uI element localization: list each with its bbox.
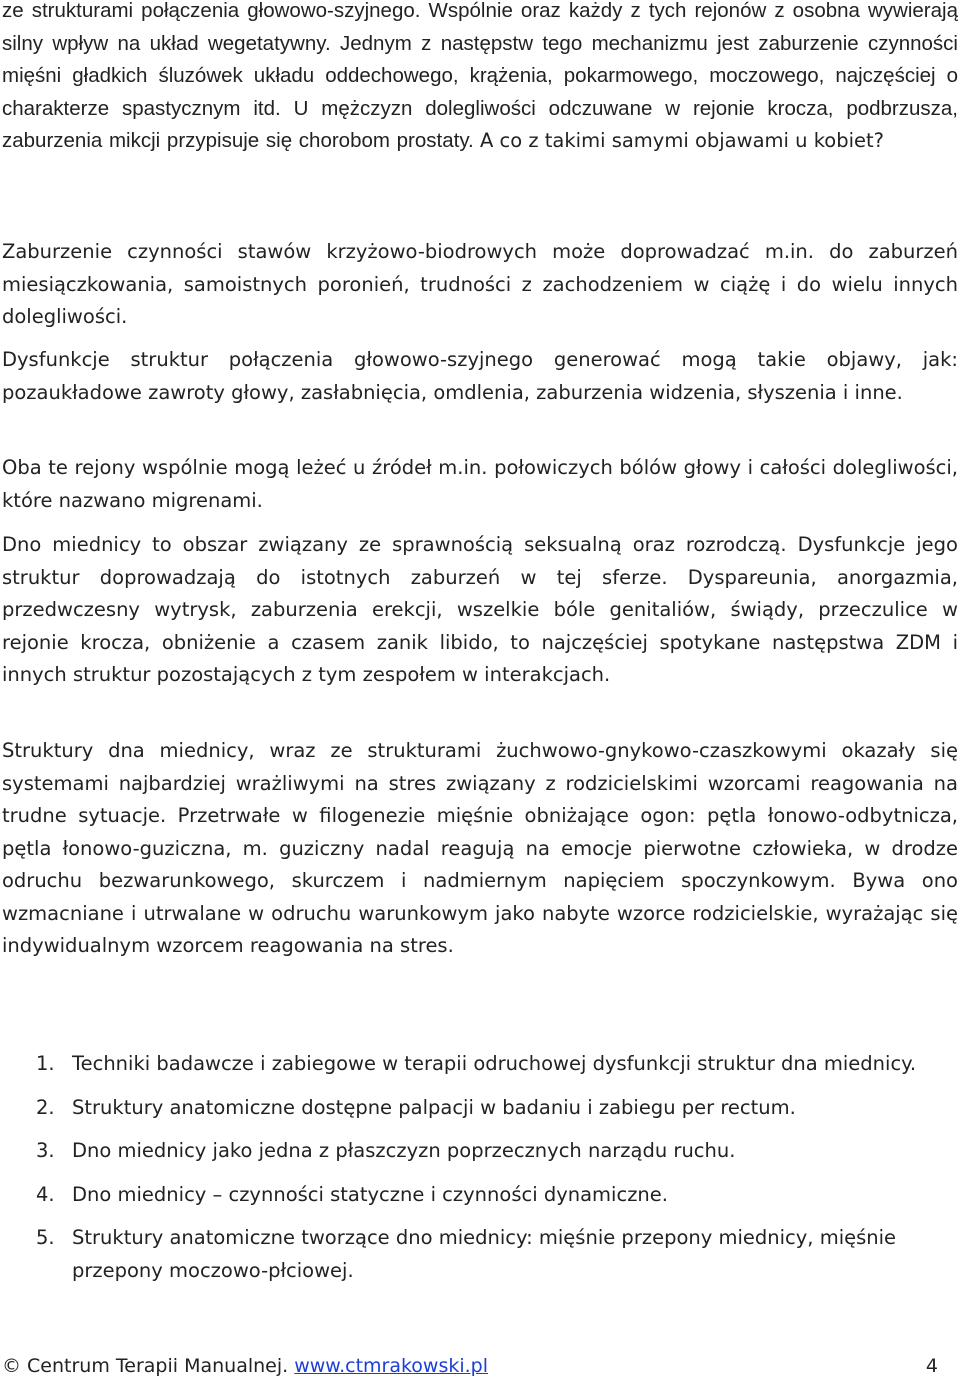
- footer-website-link[interactable]: www.ctmrakowski.pl: [294, 1355, 489, 1377]
- numbered-list: [0, 1048, 960, 1298]
- list-item-text: Dno miednicy – czynności statyczne i czynności dynamiczne.: [72, 1182, 668, 1206]
- list-item: [0, 1179, 960, 1212]
- list-item-text: Dno miednicy jako jedna z płaszczyzn poprzecznych narządu ruchu.: [72, 1139, 736, 1162]
- paragraph-intro-text: ze strukturami połączenia głowowo-szyjnego. Wspólnie oraz każdy z tych rejonów z osobna wywierają silny wpływ na układ wegetatywny. Jednym z następstw tego mechanizmu jest zaburzenie czynności mięśni gładkich śluzówek układu oddechowego, krążenia, pokarmowego, moczowego, najczęściej o charakterze spastycznym itd. U mężczyzn dolegliwości odczuwane w rejonie krocza, podbrzusza, zaburzenia mikcji przypisuje się chorobom prostaty.: [2, 0, 958, 152]
- paragraph-stress-response: Struktury dna miednicy, wraz ze strukturami żuchwowo-gnykowo-czaszkowymi okazały się systemami najbardziej wrażliwymi na stres związany z rodzicielskimi wzorcami reagowania na trudne sytuacje. Przetrwałe w filogenezie mięśnie obniżające ogon: pętla łonowo-odbytnicza, pętla łonowo-guziczna, m. guziczny nadal reagują na emocje pierwotne człowieka, w drodze odruchu bezwarunkowego, skurczem i nadmiernym napięciem spoczynkowym. Bywa ono wzmacniane i utrwalane w odruchu warunkowym jako nabyte wzorce rodzicielskie, wyrażając się indywidualnym wzorcem reagowania na stres.: [2, 739, 958, 957]
- list-item: [0, 1092, 960, 1125]
- list-item-number: 1.: [36, 1052, 55, 1075]
- list-item-text: Struktury anatomiczne tworzące dno miednicy: mięśnie przepony miednicy, mięśnie przepony moczowo-płciowej.: [72, 1226, 897, 1282]
- paragraph-head-neck-dysfunction: Dysfunkcje struktur połączenia głowowo-szyjnego generować mogą takie objawy, jak: pozaukładowe zawroty głowy, zasłabnięcia, omdlenia, zaburzenia widzenia, słyszenia i inne.: [2, 348, 958, 404]
- list-item-text: Techniki badawcze i zabiegowe w terapii odruchowej dysfunkcji struktur dna miednicy.: [72, 1052, 917, 1075]
- paragraph-pelvic-floor: Dno miednicy to obszar związany ze sprawnością seksualną oraz rozrodczą. Dysfunkcje jego struktur doprowadzają do istotnych zaburzeń w tej sferze. Dyspareunia, anorgazmia, przedwczesny wytrysk, zaburzenia erekcji, wszelkie bóle genitaliów, świądy, przeczulice w rejonie krocza, obniżenie a czasem zanik libido, to najczęściej spotykane następstwa ZDM i innych struktur pozostających z tym zespołem w interakcjach.: [2, 533, 958, 686]
- paragraph-intro-question: A co z takimi samymi objawami u kobiet?: [473, 129, 885, 152]
- paragraph-intro: [2, 0, 958, 158]
- list-item: [0, 1135, 960, 1168]
- list-item-number: 4.: [36, 1182, 55, 1206]
- page-number: 4: [925, 1355, 938, 1377]
- list-item: [0, 1048, 960, 1081]
- footer-copyright: © Centrum Terapii Manualnej.: [2, 1355, 295, 1377]
- list-item-number: 5.: [36, 1226, 55, 1249]
- paragraph-sacroiliac: Zaburzenie czynności stawów krzyżowo-biodrowych może doprowadzać m.in. do zaburzeń miesiączkowania, samoistnych poronień, trudności z zachodzeniem w ciążę i do wielu innych dolegliwości.: [2, 240, 958, 328]
- list-item-text: Struktury anatomiczne dostępne palpacji w badaniu i zabiegu per rectum.: [72, 1095, 796, 1119]
- paragraph-migraine: Oba te rejony wspólnie mogą leżeć u źródeł m.in. połowiczych bólów głowy i całości dolegliwości, które nazwano migrenami.: [2, 456, 958, 512]
- list-item-number: 2.: [36, 1095, 55, 1119]
- page-footer: [2, 1352, 938, 1380]
- list-item: [0, 1222, 960, 1287]
- list-item-number: 3.: [36, 1139, 55, 1162]
